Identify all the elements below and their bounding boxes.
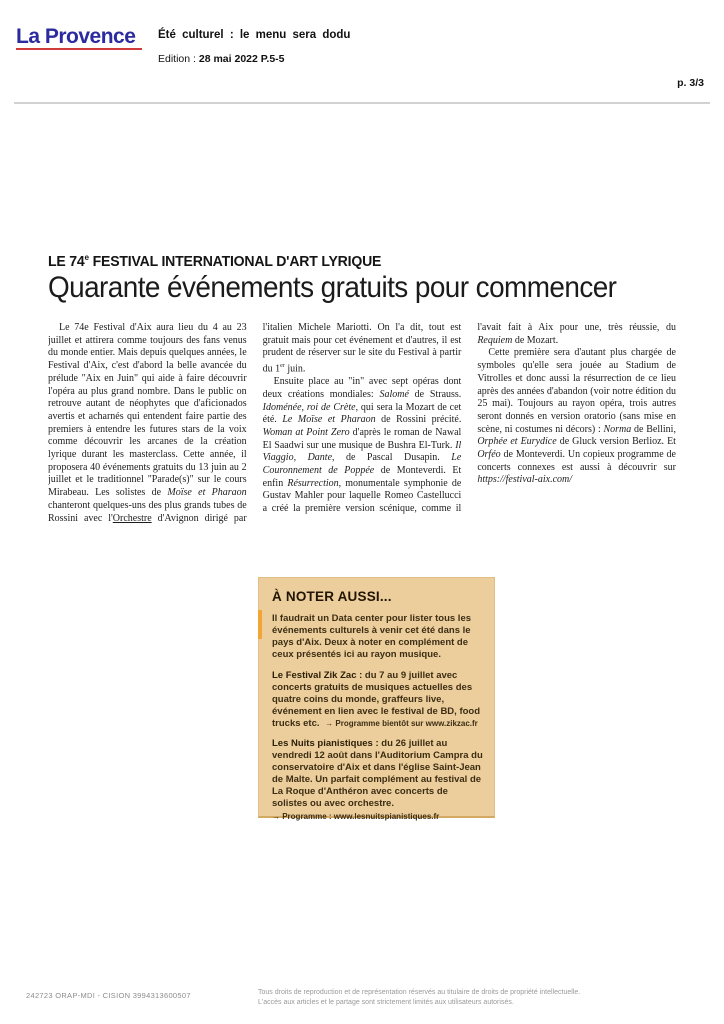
note-box — [258, 577, 495, 821]
note-item-programme-link: → Programme : www.lesnuitspianistiques.fr — [272, 812, 440, 821]
note-item-text: du 7 au 9 juillet avec concerts gratuits de musiques actuelles des quatre coins du monde, graffeurs live, événement en lien avec le festival de BD, food trucks etc. — [272, 670, 481, 729]
cision-reference: 242723 ORAP-MDI - CISION 3994313600507 — [26, 991, 191, 1000]
note-item-text: du 26 juillet au vendredi 12 août dans l'Auditorium Campra du conservatoire d'Aix et dans l'église Saint-Jean de Malte. Un parfait complément au festival de La Roque d'Anthéron avec concerts de solistes ou avec orchestre. — [272, 738, 483, 809]
copyright-line-1: Tous droits de reproduction et de représentation réservés au titulaire de droits de propriété intellectuelle. — [258, 989, 581, 996]
note-box-intro: Il faudrait un Data center pour lister tous les événements culturels à venir cet été dans le pays d'Aix. Deux à noter en complément de ceux présentés ici au rayon musique. — [272, 613, 472, 660]
note-item-label: Les Nuits pianistiques : — [272, 738, 379, 749]
clipping-topic: Été culturel : le menu sera dodu — [158, 29, 351, 41]
note-box-item-nuits-pianistiques — [272, 738, 483, 823]
copyright-notice — [258, 988, 698, 1008]
note-box-item-zikzac — [272, 670, 483, 730]
la-provence-logo: La Provence — [16, 25, 136, 48]
article-paragraph: Cette première sera d'autant plus chargée de symboles qu'elle sera jouée au Stadium de Vitrolles et donc aussi la résurrection de ce lieu après des années d'abandon (voir notre édition du 25 mai). Toujours au rayon opéra, trois autres seront donnés en version oratorio (sans mise en scène, ni costumes ni décors) : Norma de Bellini, Orphée et Eurydice de Gluck version Berlioz. Et Orféo de Monteverdi. Un copieux programme de concerts connexes est aussi à découvrir sur https://festival-aix.com/ — [477, 347, 676, 486]
copyright-line-2: L'accès aux articles et le partage sont strictement limités aux utilisateurs autorisés. — [258, 999, 514, 1006]
note-box-title: À NOTER AUSSI... — [272, 589, 392, 604]
edition-line — [158, 53, 285, 65]
header-divider — [14, 102, 710, 104]
article-kicker: LE 74e FESTIVAL INTERNATIONAL D'ART LYRIQUE — [48, 252, 382, 270]
page-indicator: p. 3/3 — [677, 77, 704, 89]
article-body — [48, 322, 676, 536]
note-box-accent-bar — [258, 610, 262, 639]
note-item-label: Le Festival Zik Zac : — [272, 670, 363, 681]
article-paragraph: Le 74e Festival d'Aix aura lieu du 4 au 23 juillet et attirera comme toujours des fans venus du monde entier. Mais depuis quelques années, le Festival d'Aix, c'est d'abord la belle avancée du prélude "Aix en Juin" qui aide à faire découvrir l'opéra au plus grand nombre. Dans le public on retrouve autant de néophytes que d'aficionados avertis et acharnés qui entendent faire partie des premiers à entendre les futures stars de la voix comme découvrir les arcanes de la création lyrique durant les masterclass. Cette année, il proposera 40 événements gratuits du 13 juin au 2 juillet et le traditionnel "Parade(s)" sur le cours Mirabeau. Les solistes de Moïse et Pharaon chanteront quelques-uns des plus grands tubes de Rossini avec l'Orchestre d'Avignon dirigé par l'italien Michele Mariotti. On l'a dit, tout est gratuit mais pour cet événement et d'autres, il est prudent de réserver sur le site du Festival à partir du 1er juin. — [48, 322, 462, 524]
article-paragraph: Ensuite place au "in" avec sept opéras dont deux créations mondiales: Salomé de Strauss. Idoménée, roi de Crète, qui sera la Mozart de cet été. Le Moïse et Pharaon de Rossini précité. Woman at Point Zero d'après le roman de Nawal El Saadwi sur une musique de Bushra El-Turk. Il Viaggio, Dante, de Pascal Dusapin. Le Couronnement de Poppée de Monteverdi. Et enfin Résurrection, monumentale symphonie de Gustav Mahler pour laquelle Romeo Castellucci a créé la première version scénique, comme il l'avait fait à Aix pour une, très réussie, du Requiem de Mozart. — [262, 322, 676, 515]
edition-value: 28 mai 2022 P.5-5 — [198, 53, 285, 65]
article-headline: Quarante événements gratuits pour commencer — [48, 271, 617, 304]
note-item-programme-link: → Programme bientôt sur www.zikzac.fr — [325, 719, 478, 728]
edition-label: Edition : — [158, 53, 196, 65]
logo-underline — [16, 48, 142, 50]
